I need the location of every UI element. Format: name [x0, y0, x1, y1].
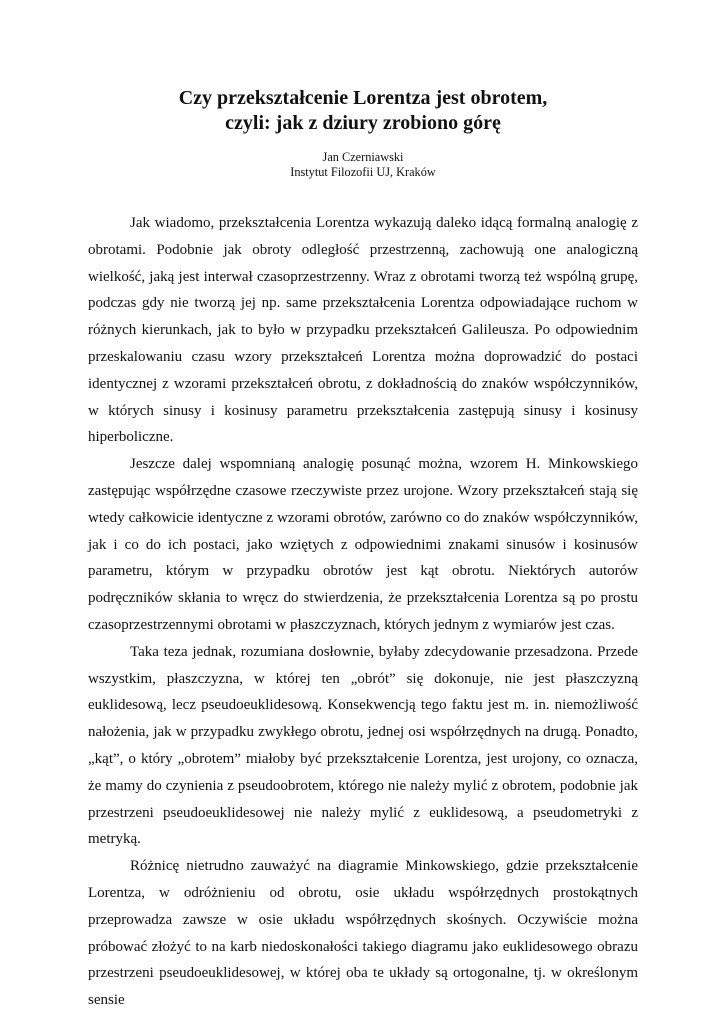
author-name: Jan Czerniawski	[322, 150, 404, 164]
document-title	[88, 86, 638, 136]
paragraph: Różnicę nietrudno zauważyć na diagramie Minkowskiego, gdzie przekształcenie Lorentza, w odróżnieniu od obrotu, osie układu współrzędnych prostokątnych przeprowadza zawsze w osie układu współrzędnych skośnych. Oczywiście można próbować złożyć to na karb niedoskonałości takiego diagramu jako euklidesowego obrazu przestrzeni pseudoeuklidesowej, w której oba te układy są ortogonalne, tj. w określonym sensie	[88, 858, 638, 1009]
paragraph: Jeszcze dalej wspomnianą analogię posunąć można, wzorem H. Minkowskiego zastępując współrzędne czasowe rzeczywiste przez urojone. Wzory przekształceń stają się wtedy całkowicie identyczne z wzorami obrotów, zarówno co do znaków współczynników, jak i co do ich postaci, jako wziętych z odpowiednimi znakami sinusów i kosinusów parametru, którym w przypadku obrotów jest kąt obrotu. Niektórych autorów podręczników skłania to wręcz do stwierdzenia, że przekształcenia Lorentza są po prostu czasoprzestrzennymi obrotami w płaszczyznach, których jednym z wymiarów jest czas.	[88, 456, 638, 633]
body-text	[88, 210, 638, 1014]
title-line-2: czyli: jak z dziury zrobiono górę	[225, 112, 501, 134]
paragraph: Jak wiadomo, przekształcenia Lorentza wykazują daleko idącą formalną analogię z obrotami. Podobnie jak obroty odległość przestrzenną, zachowują one analogiczną wielkość, jaką jest interwał czasoprzestrzenny. Wraz z obrotami tworzą też wspólną grupę, podczas gdy nie tworzą jej np. same przekształcenia Lorentza odpowiadające ruchom w różnych kierunkach, jak to było w przypadku przekształceń Galileusza. Po odpowiednim przeskalowaniu czasu wzory przekształceń Lorentza można doprowadzić do postaci identycznej z wzorami przekształceń obrotu, z dokładnością do znaków współczynników, w których sinusy i kosinusy parametru przekształcenia zastępują sinusy i kosinusy hiperboliczne.	[88, 215, 638, 446]
author-affiliation: Instytut Filozofii UJ, Kraków	[290, 165, 436, 179]
author-block	[88, 150, 638, 180]
document-page	[88, 86, 638, 1014]
paragraph: Taka teza jednak, rozumiana dosłownie, byłaby zdecydowanie przesadzona. Przede wszystkim, płaszczyzna, w której ten „obrót” się dokonuje, nie jest płaszczyzną euklidesową, lecz pseudoeuklidesową. Konsekwencją tego faktu jest m. in. niemożliwość nałożenia, jak w przypadku zwykłego obrotu, jednej osi współrzędnych na drugą. Ponadto, „kąt”, o który „obrotem” miałoby być przekształcenie Lorentza, jest urojony, co oznacza, że mamy do czynienia z pseudoobrotem, którego nie należy mylić z obrotem, podobnie jak przestrzeni pseudoeuklidesowej nie należy mylić z euklidesową, a pseudometryki z metryką.	[88, 643, 638, 848]
title-line-1: Czy przekształcenie Lorentza jest obrotem,	[178, 87, 548, 109]
